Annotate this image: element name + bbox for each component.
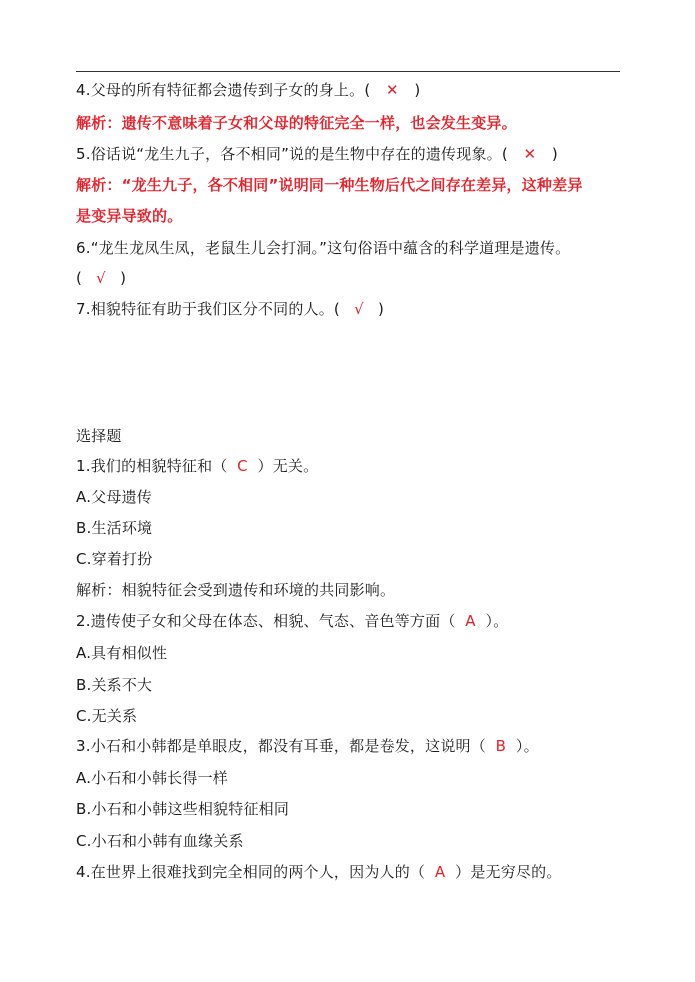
choice-q4-post: ）是无穷尽的。 — [455, 863, 562, 881]
choice-q1-answer: C — [237, 457, 248, 475]
choice-q1-option-c: C.穿着打扮 — [76, 550, 153, 568]
choice-q1-option-a: A.父母遗传 — [76, 488, 152, 506]
choice-q2-option-a: A.具有相似性 — [76, 644, 168, 662]
choice-q3-option-a: A.小石和小韩长得一样 — [76, 769, 228, 787]
judge-q6-open: ( — [76, 269, 83, 287]
choice-q1 — [76, 456, 318, 476]
judge-q4-close: ) — [414, 81, 421, 99]
judge-q5-close: ) — [551, 145, 558, 163]
choice-q3-option-c: C.小石和小韩有血缘关系 — [76, 832, 244, 850]
judge-q7-text: 7.相貌特征有助于我们区分不同的人。( — [76, 300, 340, 318]
judge-q5 — [76, 144, 558, 164]
choice-q4 — [76, 862, 562, 882]
judge-q6-close: ) — [120, 269, 127, 287]
judge-q5-text: 5.俗话说“龙生九子，各不相同”说的是生物中存在的遗传现象。( — [76, 145, 508, 163]
choice-q4-answer: A — [434, 863, 446, 881]
choice-q3-answer: B — [495, 737, 507, 755]
cross-mark-icon: ✕ — [385, 81, 399, 99]
check-mark-icon: √ — [354, 300, 364, 318]
choice-q2-answer: A — [465, 612, 476, 630]
judge-q6-line1: 6.“龙生龙凤生凤，老鼠生儿会打洞。”这句俗语中蕴含的科学道理是遗传。 — [76, 239, 571, 257]
judge-q4-text: 4.父母的所有特征都会遗传到子女的身上。( — [76, 81, 371, 99]
choice-q3 — [76, 736, 539, 756]
choice-heading: 选择题 — [76, 427, 122, 445]
judge-q7-close: ) — [377, 300, 385, 318]
judge-q5-analysis-line1: 解析：“龙生九子，各不相同”说明同一种生物后代之间存在差异，这种差异 — [76, 176, 583, 194]
choice-q2-option-c: C.无关系 — [76, 707, 138, 725]
judge-q4 — [76, 80, 420, 100]
header-rule — [76, 71, 620, 72]
judge-q7 — [76, 299, 384, 319]
choice-q3-option-b: B.小石和小韩这些相貌特征相同 — [76, 800, 290, 818]
judge-q6-line2 — [76, 268, 126, 288]
choice-q1-analysis: 解析：相貌特征会受到遗传和环境的共同影响。 — [76, 581, 396, 599]
choice-q2-option-b: B.关系不大 — [76, 676, 153, 694]
choice-q4-pre: 4.在世界上很难找到完全相同的两个人，因为人的（ — [76, 863, 426, 881]
check-mark-icon: √ — [96, 269, 106, 287]
choice-q2-post: ）。 — [485, 612, 509, 630]
choice-q3-post: ）。 — [515, 737, 539, 755]
judge-q5-analysis-line2: 是变异导致的。 — [76, 207, 183, 225]
cross-mark-icon: ✕ — [523, 145, 537, 163]
judge-q4-analysis: 解析：遗传不意味着子女和父母的特征完全一样，也会发生变异。 — [76, 114, 517, 132]
choice-q2-pre: 2.遗传使子女和父母在体态、相貌、气态、音色等方面（ — [76, 612, 456, 630]
choice-q1-option-b: B.生活环境 — [76, 519, 153, 537]
choice-q3-pre: 3.小石和小韩都是单眼皮，都没有耳垂，都是卷发，这说明（ — [76, 737, 486, 755]
choice-q1-pre: 1.我们的相貌特征和（ — [76, 457, 228, 475]
choice-q2 — [76, 611, 508, 631]
choice-q1-post: ）无关。 — [257, 457, 319, 475]
